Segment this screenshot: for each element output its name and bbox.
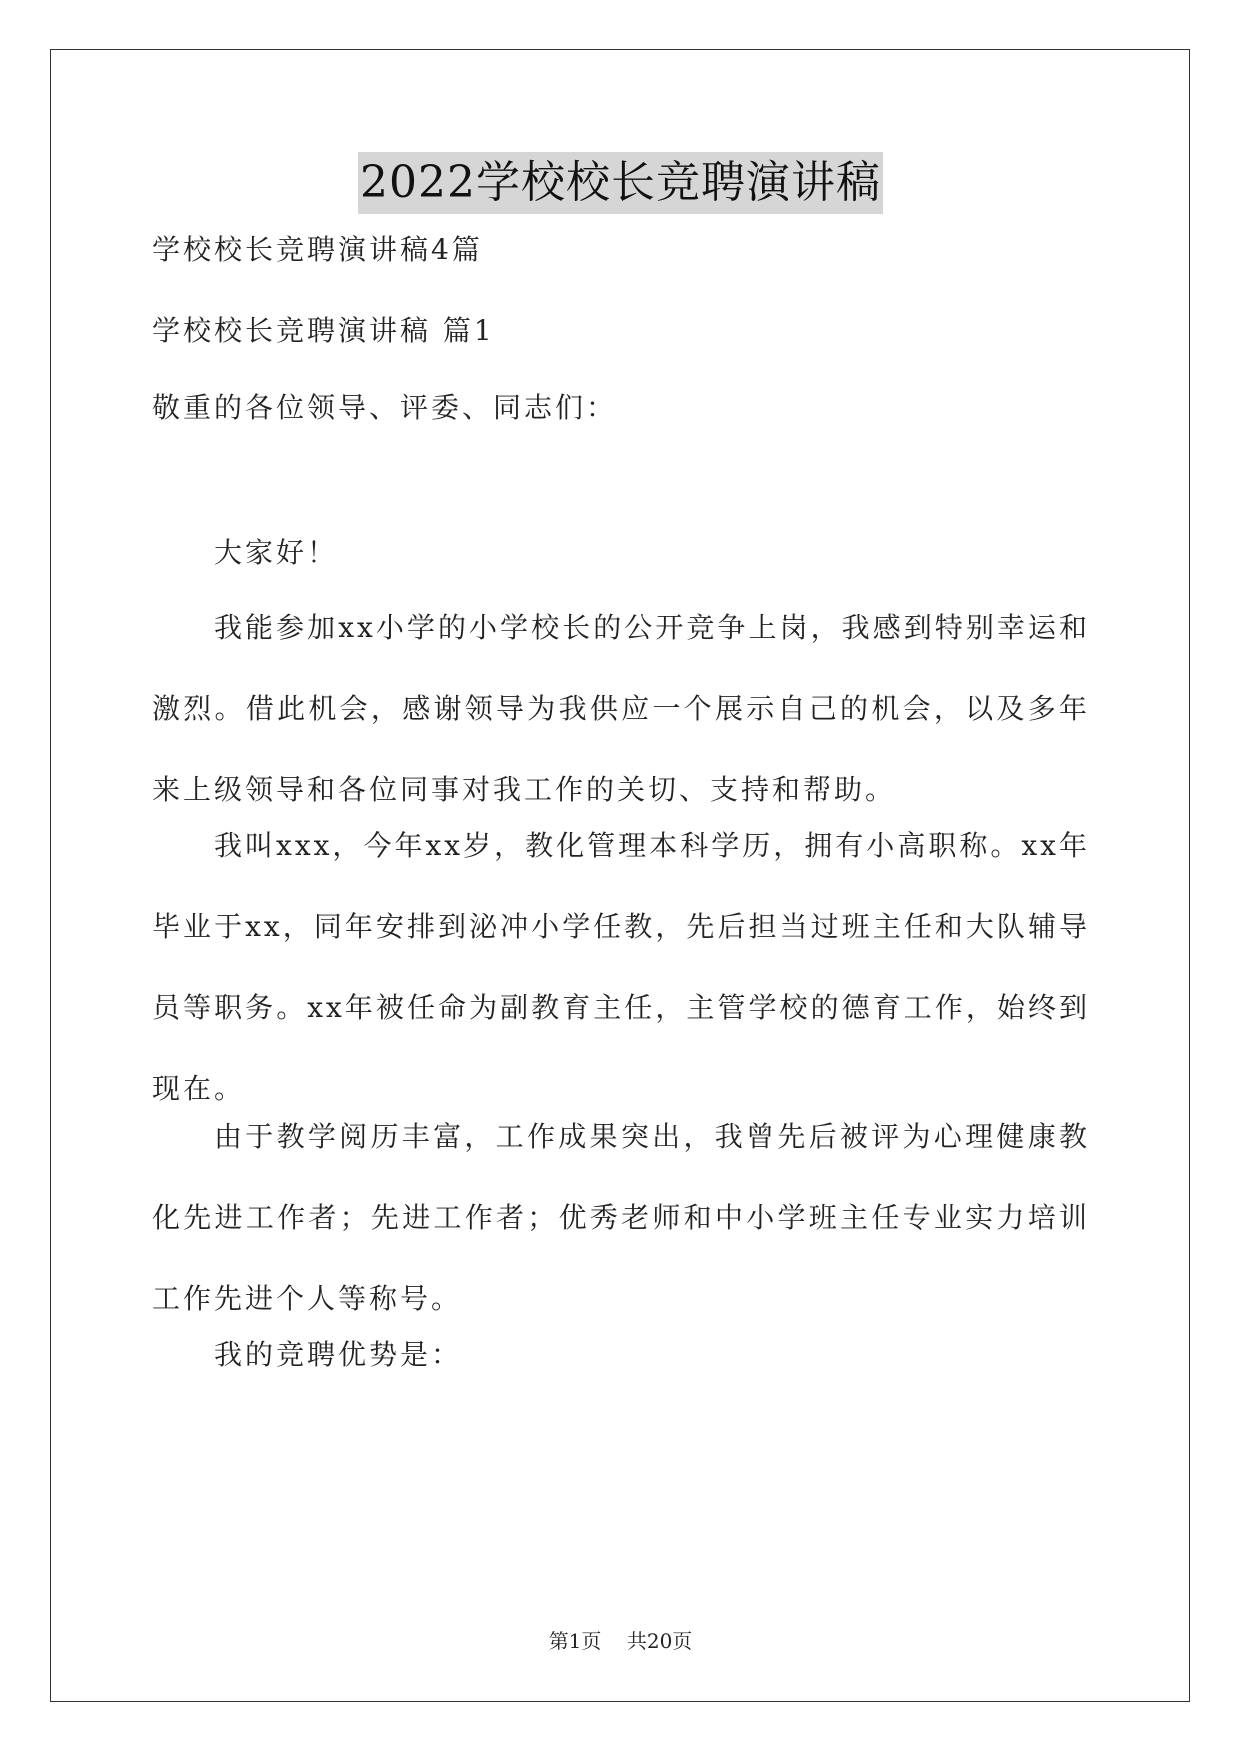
page-footer: 第1页 共20页 xyxy=(548,1629,693,1653)
paragraph-greeting: 大家好！ xyxy=(214,536,339,569)
paragraph-honors: 由于教学阅历丰富，工作成果突出，我曾先后被评为心理健康教化先进工作者；先进工作者；优秀老师和中小学班主任专业实力培训工作先进个人等称号。 xyxy=(152,1120,1090,1315)
paragraph-background: 我叫xxx，今年xx岁，教化管理本科学历，拥有小高职称。xx年毕业于xx，同年安排到泌冲小学任教，先后担当过班主任和大队辅导员等职务。xx年被任命为副教育主任，主管学校的德育工作，始终到现在。 xyxy=(152,829,1090,1105)
paragraph-intro: 我能参加xx小学的小学校长的公开竞争上岗，我感到特别幸运和激烈。借此机会，感谢领导为我供应一个展示自己的机会，以及多年来上级领导和各位同事对我工作的关切、支持和帮助。 xyxy=(152,611,1090,806)
paragraph-advantages: 我的竞聘优势是： xyxy=(214,1338,463,1371)
title-container xyxy=(0,152,1241,214)
salutation: 敬重的各位领导、评委、同志们： xyxy=(152,391,618,424)
section-heading: 学校校长竞聘演讲稿 篇1 xyxy=(152,314,495,347)
document-subtitle: 学校校长竞聘演讲稿4篇 xyxy=(152,233,483,266)
document-title: 2022学校校长竞聘演讲稿 xyxy=(358,152,883,214)
